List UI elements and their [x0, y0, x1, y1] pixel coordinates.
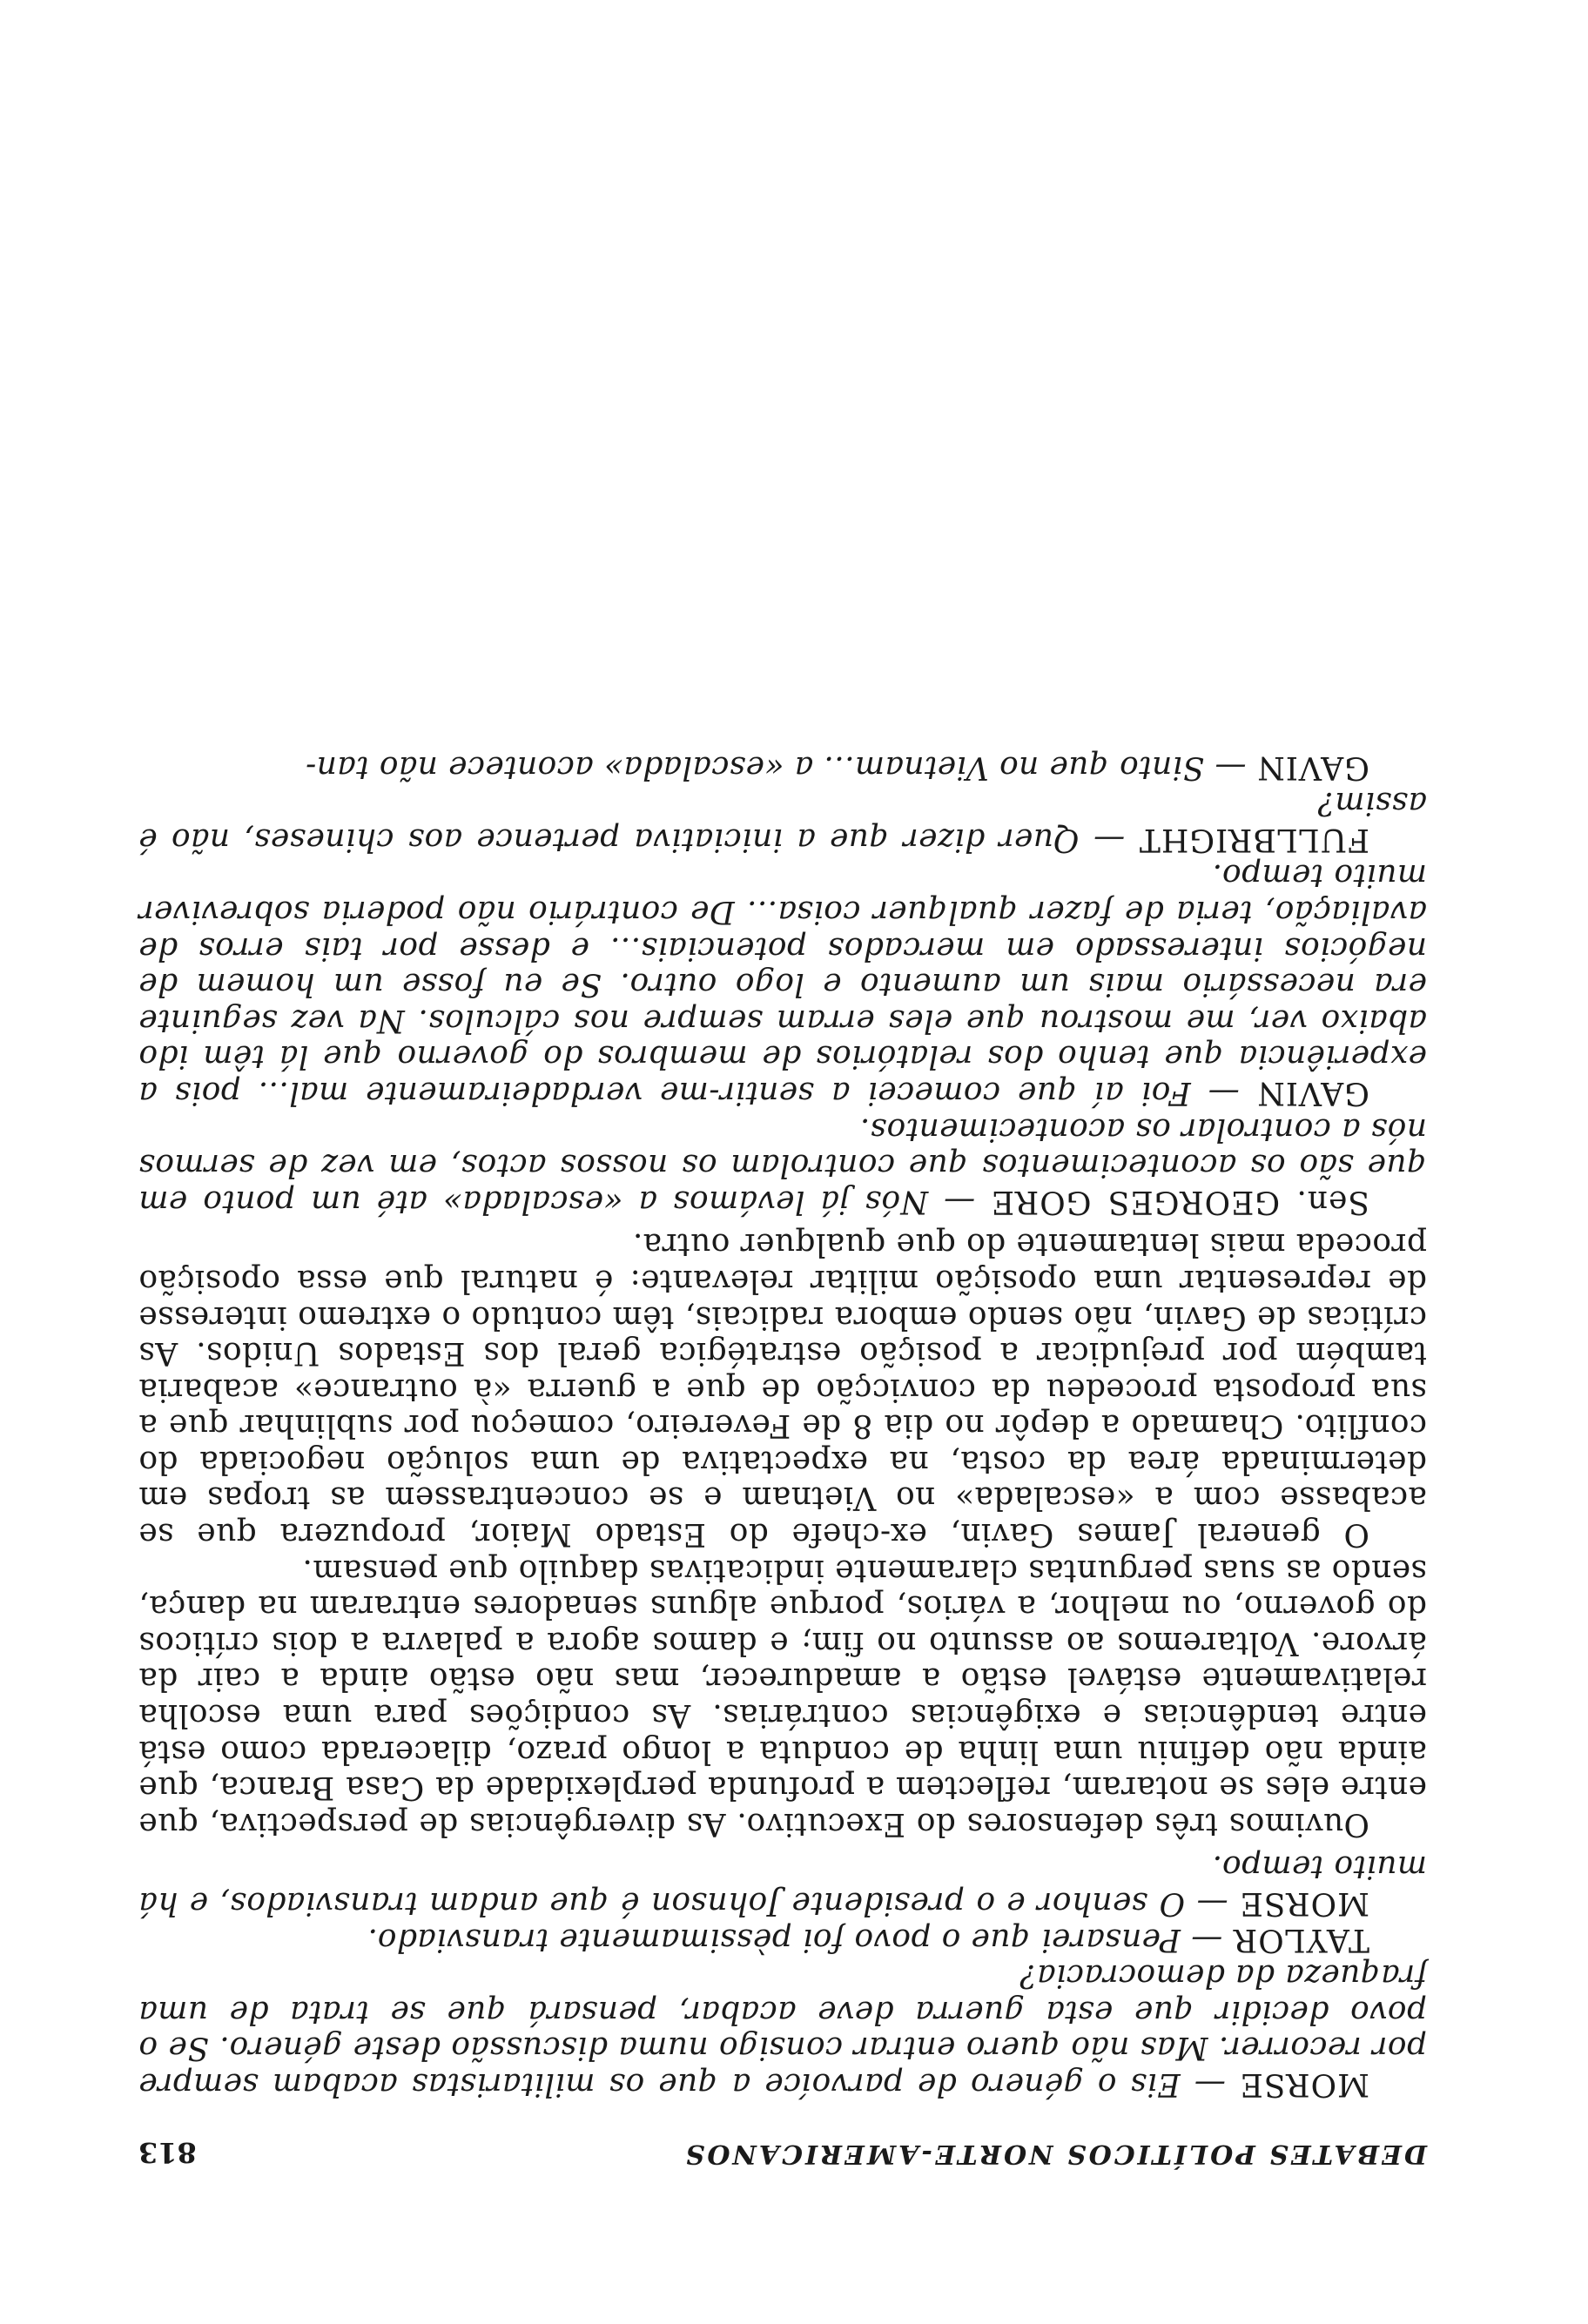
- speech-morse-1: [138, 1958, 1427, 2102]
- speaker-name: MORSE: [1239, 1885, 1369, 1922]
- speech-text: — Eis o género de parvoíce a que os militaristas acabam sempre por recorrer. Mas não quero entrar consigo numa discussão deste género. Se o povo decidir que esta guerra deve acabar, pensará que se trata de uma fraqueza da democracia?: [138, 1958, 1427, 2102]
- speaker-name: FULLBRIGHT: [1138, 821, 1369, 857]
- speech-text: — O senhor e o presidente Johnson é que andam transviados, e há muito tempo.: [138, 1849, 1427, 1922]
- speech-text: — Foi aí que comecei a sentir-me verdadeiramente mal... pois a experiência que tenho dos relatórios de membros do governo que lá têm ido abaixo ver, me mostrou que eles erram sempre nos cálculos. Na vez seguinte era necessário mais um aumento e logo outro. Se eu fosse um homem de negócios interessado em mercados potenciais... e desse por tais erros de avaliação, teria de fazer qualquer coisa... De contrário não poderia sobreviver muito tempo.: [138, 857, 1427, 1111]
- speaker-name: TAYLOR: [1233, 1921, 1369, 1958]
- running-title: DEBATES POLÍTICOS NORTE-AMERICANOS: [683, 2139, 1427, 2169]
- page-header: [138, 2126, 1427, 2169]
- speech-text: — Quer dizer que a iniciativa pertence aos chineses, não é assim?: [138, 785, 1427, 857]
- narrative-paragraph-1: Ouvimos três defensores do Executivo. As divergências de perspectiva, que entre eles se notaram, reflectem a profunda perplexidade da Casa Branca, que ainda não definiu uma linha de conduta a longo prazo, dilacerada como está entre tendências e exigências contrárias. As condições para uma escolha relativamente estável estão a amadurecer, mas não estão ainda a cair da árvore. Voltaremos ao assunto no fim; e damos agora a palavra a dois críticos do governo, ou melhor, a vários, porque alguns senadores entraram na dança, sendo as suas perguntas claramente indicativas daquilo que pensam.: [138, 1552, 1427, 1842]
- speaker-name: Sen. GEORGES GORE: [990, 1183, 1369, 1219]
- speech-gavin-1: [138, 857, 1427, 1111]
- speaker-name: GAVIN: [1256, 1074, 1369, 1111]
- speech-text: — Pensarei que o povo foi pèssimamente transviado.: [367, 1921, 1234, 1958]
- speech-gavin-2: [138, 749, 1427, 785]
- page-number: 813: [138, 2136, 197, 2169]
- speech-text: — Nós já levámos a «escalada» até um ponto em que são os acontecimentos que controlam os nossos actos, em vez de sermos nós a controlar os acontecimentos.: [138, 1111, 1427, 1219]
- speech-fullbright: [138, 785, 1427, 857]
- speech-taylor: [138, 1921, 1427, 1958]
- speaker-name: GAVIN: [1256, 749, 1369, 785]
- speech-gore: [138, 1111, 1427, 1219]
- speaker-name: MORSE: [1239, 2066, 1369, 2102]
- speech-text: — Sinto que no Vietnam... a «escalada» acontece não tan-: [305, 749, 1257, 785]
- narrative-paragraph-2: O general James Gavin, ex-chefe do Estado Maior, propuzera que se acabasse com a «escalada» no Vietnam e se concentrassem as tropas em determinada área da costa, na expectativa de uma solução negociada do conflito. Chamado a depôr no dia 8 de Fevereiro, começou por sublinhar que a sua proposta procedeu da convicção de que a guerra «à outrance» acabaria também por prejudicar a posição estratégica geral dos Estados Unidos. As críticas de Gavin, não sendo embora radicais, têm contudo o extremo interesse de representar uma oposição militar relevante: é natural que essa oposição proceda mais lentamente do que qualquer outra.: [138, 1226, 1427, 1553]
- speech-morse-2: [138, 1849, 1427, 1921]
- body-text: [138, 749, 1427, 2102]
